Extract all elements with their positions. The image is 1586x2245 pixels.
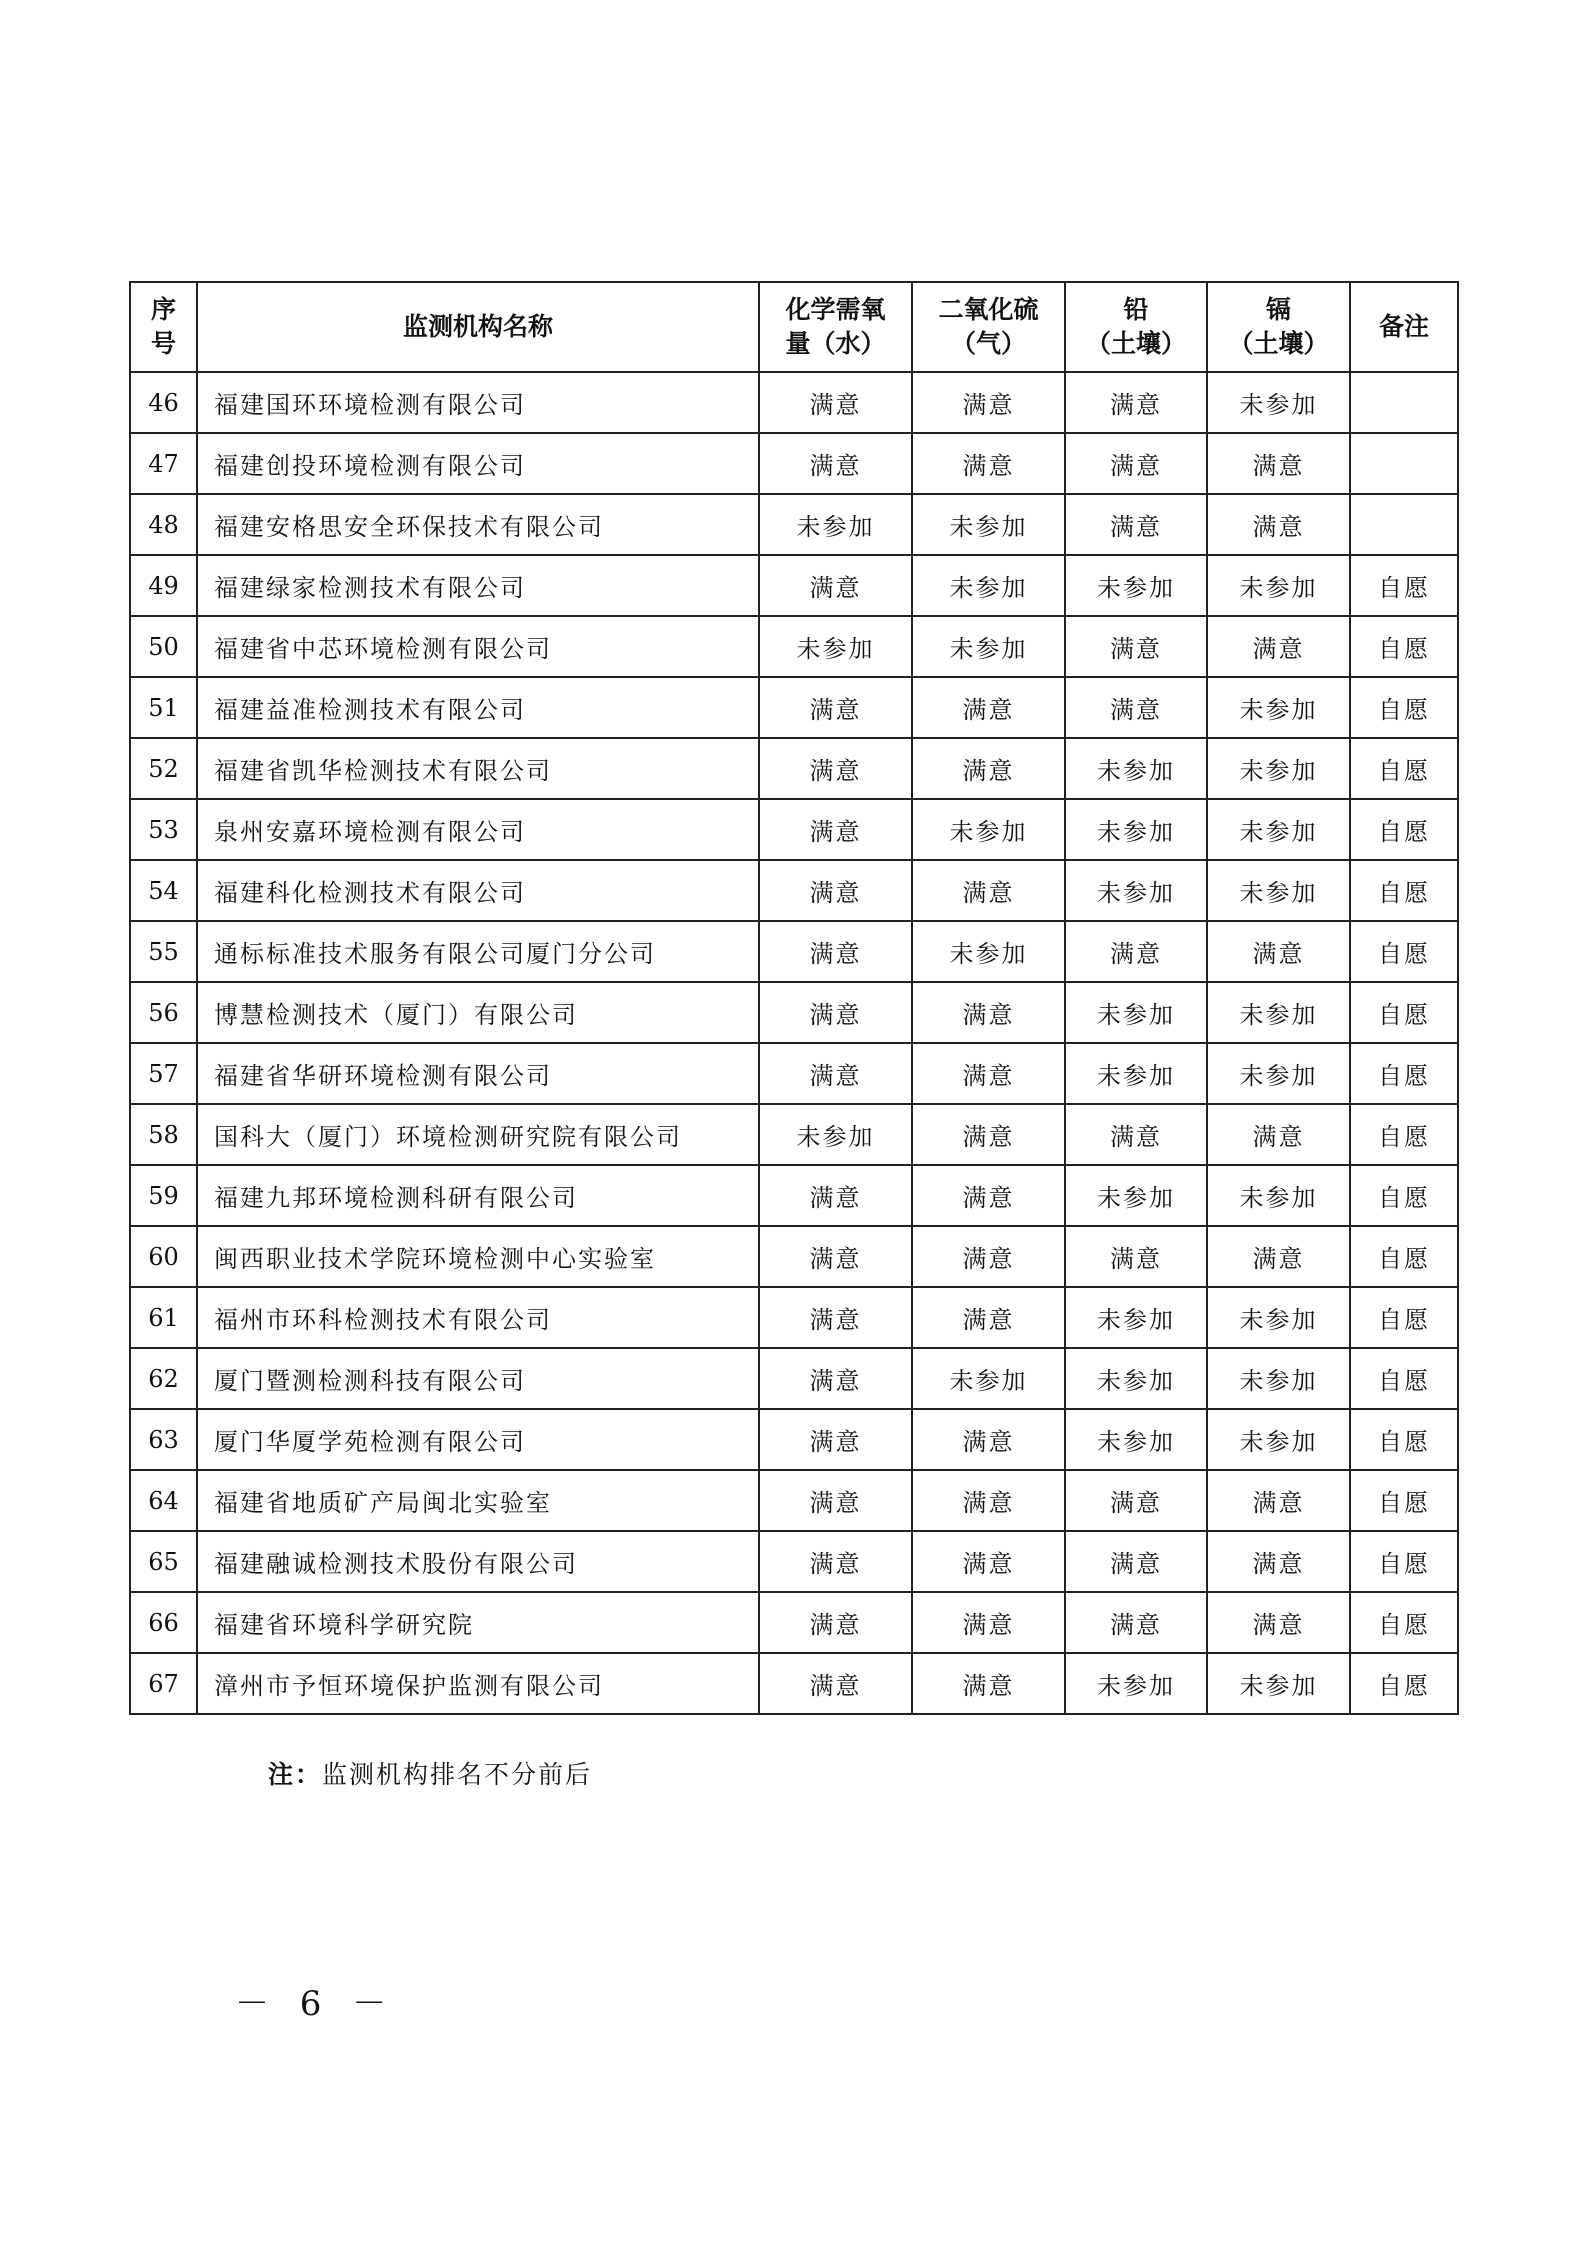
so2-result: 未参加	[912, 494, 1065, 555]
so2-result: 未参加	[912, 555, 1065, 616]
institution-name: 泉州安嘉环境检测有限公司	[197, 799, 759, 860]
lead-result: 满意	[1065, 433, 1207, 494]
remark	[1350, 433, 1458, 494]
cadmium-result: 未参加	[1207, 1409, 1350, 1470]
table-body	[130, 372, 1458, 1714]
lead-result: 未参加	[1065, 1653, 1207, 1714]
so2-result: 满意	[912, 738, 1065, 799]
lead-result: 满意	[1065, 1592, 1207, 1653]
table-row	[130, 1348, 1458, 1409]
table-row	[130, 494, 1458, 555]
row-number: 66	[130, 1592, 197, 1653]
table-header	[130, 282, 1458, 372]
row-number: 57	[130, 1043, 197, 1104]
so2-result: 未参加	[912, 921, 1065, 982]
table-row	[130, 372, 1458, 433]
row-number: 67	[130, 1653, 197, 1714]
cod-result: 未参加	[759, 616, 912, 677]
table-row	[130, 738, 1458, 799]
cadmium-result: 未参加	[1207, 799, 1350, 860]
row-number: 53	[130, 799, 197, 860]
cadmium-result: 满意	[1207, 1470, 1350, 1531]
so2-result: 满意	[912, 1470, 1065, 1531]
remark: 自愿	[1350, 1104, 1458, 1165]
header-so2-gas: 二氧化硫 （气）	[912, 282, 1065, 372]
cod-result: 满意	[759, 677, 912, 738]
table-row	[130, 1531, 1458, 1592]
page-number: － 6 －	[235, 1984, 397, 2024]
institution-name: 福建安格思安全环保技术有限公司	[197, 494, 759, 555]
lead-result: 满意	[1065, 494, 1207, 555]
row-number: 59	[130, 1165, 197, 1226]
institution-name: 通标标准技术服务有限公司厦门分公司	[197, 921, 759, 982]
so2-result: 未参加	[912, 799, 1065, 860]
remark: 自愿	[1350, 616, 1458, 677]
cod-result: 满意	[759, 921, 912, 982]
institution-name: 福建科化检测技术有限公司	[197, 860, 759, 921]
results-table	[129, 281, 1459, 1715]
table-row	[130, 982, 1458, 1043]
row-number: 47	[130, 433, 197, 494]
table-row	[130, 677, 1458, 738]
table-row	[130, 1653, 1458, 1714]
cadmium-result: 满意	[1207, 1531, 1350, 1592]
so2-result: 满意	[912, 1287, 1065, 1348]
row-number: 51	[130, 677, 197, 738]
table-row	[130, 1043, 1458, 1104]
row-number: 64	[130, 1470, 197, 1531]
lead-result: 未参加	[1065, 1287, 1207, 1348]
institution-name: 福建省地质矿产局闽北实验室	[197, 1470, 759, 1531]
so2-result: 满意	[912, 1592, 1065, 1653]
institution-name: 福建省华研环境检测有限公司	[197, 1043, 759, 1104]
header-remark: 备注	[1350, 282, 1458, 372]
cadmium-result: 未参加	[1207, 677, 1350, 738]
table-row	[130, 799, 1458, 860]
remark: 自愿	[1350, 1043, 1458, 1104]
institution-name: 博慧检测技术（厦门）有限公司	[197, 982, 759, 1043]
lead-result: 未参加	[1065, 799, 1207, 860]
header-cadmium-soil: 镉 （土壤）	[1207, 282, 1350, 372]
so2-result: 满意	[912, 1104, 1065, 1165]
remark: 自愿	[1350, 1592, 1458, 1653]
row-number: 54	[130, 860, 197, 921]
row-number: 65	[130, 1531, 197, 1592]
institution-name: 福建国环环境检测有限公司	[197, 372, 759, 433]
so2-result: 满意	[912, 1043, 1065, 1104]
remark: 自愿	[1350, 1470, 1458, 1531]
remark: 自愿	[1350, 555, 1458, 616]
row-number: 63	[130, 1409, 197, 1470]
institution-name: 国科大（厦门）环境检测研究院有限公司	[197, 1104, 759, 1165]
remark: 自愿	[1350, 1348, 1458, 1409]
cod-result: 满意	[759, 1470, 912, 1531]
cadmium-result: 未参加	[1207, 372, 1350, 433]
footnote-text: 监测机构排名不分前后	[322, 1760, 593, 1789]
row-number: 61	[130, 1287, 197, 1348]
institution-name: 福建省中芯环境检测有限公司	[197, 616, 759, 677]
lead-result: 未参加	[1065, 860, 1207, 921]
institution-name: 福建益准检测技术有限公司	[197, 677, 759, 738]
cod-result: 满意	[759, 1165, 912, 1226]
cadmium-result: 满意	[1207, 921, 1350, 982]
remark: 自愿	[1350, 1226, 1458, 1287]
cod-result: 满意	[759, 738, 912, 799]
so2-result: 满意	[912, 1531, 1065, 1592]
remark: 自愿	[1350, 1653, 1458, 1714]
table-row	[130, 1287, 1458, 1348]
so2-result: 未参加	[912, 616, 1065, 677]
table-row	[130, 1409, 1458, 1470]
institution-name: 福建省环境科学研究院	[197, 1592, 759, 1653]
cadmium-result: 未参加	[1207, 1653, 1350, 1714]
remark	[1350, 372, 1458, 433]
table-row	[130, 555, 1458, 616]
remark: 自愿	[1350, 738, 1458, 799]
table-row	[130, 1104, 1458, 1165]
cod-result: 满意	[759, 860, 912, 921]
row-number: 62	[130, 1348, 197, 1409]
so2-result: 满意	[912, 860, 1065, 921]
so2-result: 满意	[912, 1653, 1065, 1714]
row-number: 48	[130, 494, 197, 555]
cod-result: 满意	[759, 1287, 912, 1348]
row-number: 55	[130, 921, 197, 982]
cadmium-result: 满意	[1207, 1592, 1350, 1653]
cod-result: 满意	[759, 1531, 912, 1592]
remark: 自愿	[1350, 860, 1458, 921]
row-number: 60	[130, 1226, 197, 1287]
lead-result: 未参加	[1065, 555, 1207, 616]
institution-name: 福州市环科检测技术有限公司	[197, 1287, 759, 1348]
institution-name: 厦门暨测检测科技有限公司	[197, 1348, 759, 1409]
lead-result: 满意	[1065, 616, 1207, 677]
table-row	[130, 1592, 1458, 1653]
cod-result: 满意	[759, 1409, 912, 1470]
cadmium-result: 未参加	[1207, 1165, 1350, 1226]
cod-result: 满意	[759, 1348, 912, 1409]
lead-result: 满意	[1065, 1470, 1207, 1531]
remark: 自愿	[1350, 982, 1458, 1043]
cadmium-result: 满意	[1207, 433, 1350, 494]
institution-name: 福建九邦环境检测科研有限公司	[197, 1165, 759, 1226]
cod-result: 满意	[759, 555, 912, 616]
header-row	[130, 282, 1458, 372]
remark: 自愿	[1350, 1409, 1458, 1470]
so2-result: 满意	[912, 1226, 1065, 1287]
cadmium-result: 满意	[1207, 1226, 1350, 1287]
so2-result: 满意	[912, 982, 1065, 1043]
row-number: 49	[130, 555, 197, 616]
footnote	[268, 1755, 592, 1791]
cadmium-result: 未参加	[1207, 1043, 1350, 1104]
cod-result: 满意	[759, 433, 912, 494]
so2-result: 满意	[912, 433, 1065, 494]
cod-result: 未参加	[759, 494, 912, 555]
remark: 自愿	[1350, 921, 1458, 982]
institution-name: 闽西职业技术学院环境检测中心实验室	[197, 1226, 759, 1287]
so2-result: 满意	[912, 677, 1065, 738]
table-row	[130, 433, 1458, 494]
cadmium-result: 未参加	[1207, 555, 1350, 616]
lead-result: 未参加	[1065, 1348, 1207, 1409]
table-row	[130, 1165, 1458, 1226]
cod-result: 满意	[759, 982, 912, 1043]
institution-name: 福建省凯华检测技术有限公司	[197, 738, 759, 799]
header-institution-name: 监测机构名称	[197, 282, 759, 372]
so2-result: 未参加	[912, 1348, 1065, 1409]
remark: 自愿	[1350, 1165, 1458, 1226]
footnote-label: 注：	[268, 1760, 323, 1789]
cadmium-result: 满意	[1207, 1104, 1350, 1165]
lead-result: 满意	[1065, 921, 1207, 982]
table-row	[130, 616, 1458, 677]
cadmium-result: 满意	[1207, 494, 1350, 555]
lead-result: 满意	[1065, 1531, 1207, 1592]
cod-result: 满意	[759, 799, 912, 860]
lead-result: 未参加	[1065, 1043, 1207, 1104]
lead-result: 满意	[1065, 372, 1207, 433]
institution-name: 福建绿家检测技术有限公司	[197, 555, 759, 616]
lead-result: 未参加	[1065, 982, 1207, 1043]
institution-name: 福建融诚检测技术股份有限公司	[197, 1531, 759, 1592]
cod-result: 满意	[759, 372, 912, 433]
table-row	[130, 1470, 1458, 1531]
cadmium-result: 未参加	[1207, 1287, 1350, 1348]
row-number: 52	[130, 738, 197, 799]
cod-result: 满意	[759, 1592, 912, 1653]
lead-result: 未参加	[1065, 1165, 1207, 1226]
cod-result: 满意	[759, 1653, 912, 1714]
header-serial-number: 序 号	[130, 282, 197, 372]
so2-result: 满意	[912, 1409, 1065, 1470]
cadmium-result: 满意	[1207, 616, 1350, 677]
remark: 自愿	[1350, 1287, 1458, 1348]
lead-result: 满意	[1065, 677, 1207, 738]
lead-result: 未参加	[1065, 1409, 1207, 1470]
lead-result: 满意	[1065, 1104, 1207, 1165]
so2-result: 满意	[912, 1165, 1065, 1226]
cadmium-result: 未参加	[1207, 982, 1350, 1043]
so2-result: 满意	[912, 372, 1065, 433]
row-number: 46	[130, 372, 197, 433]
remark: 自愿	[1350, 799, 1458, 860]
lead-result: 满意	[1065, 1226, 1207, 1287]
institution-name: 漳州市予恒环境保护监测有限公司	[197, 1653, 759, 1714]
remark: 自愿	[1350, 677, 1458, 738]
lead-result: 未参加	[1065, 738, 1207, 799]
remark	[1350, 494, 1458, 555]
cadmium-result: 未参加	[1207, 860, 1350, 921]
institution-name: 福建创投环境检测有限公司	[197, 433, 759, 494]
cod-result: 满意	[759, 1043, 912, 1104]
remark: 自愿	[1350, 1531, 1458, 1592]
header-cod-water: 化学需氧 量（水）	[759, 282, 912, 372]
row-number: 56	[130, 982, 197, 1043]
table-row	[130, 921, 1458, 982]
header-lead-soil: 铅 （土壤）	[1065, 282, 1207, 372]
table-row	[130, 1226, 1458, 1287]
cadmium-result: 未参加	[1207, 1348, 1350, 1409]
row-number: 58	[130, 1104, 197, 1165]
institution-name: 厦门华厦学苑检测有限公司	[197, 1409, 759, 1470]
table-row	[130, 860, 1458, 921]
cod-result: 未参加	[759, 1104, 912, 1165]
cod-result: 满意	[759, 1226, 912, 1287]
cadmium-result: 未参加	[1207, 738, 1350, 799]
row-number: 50	[130, 616, 197, 677]
